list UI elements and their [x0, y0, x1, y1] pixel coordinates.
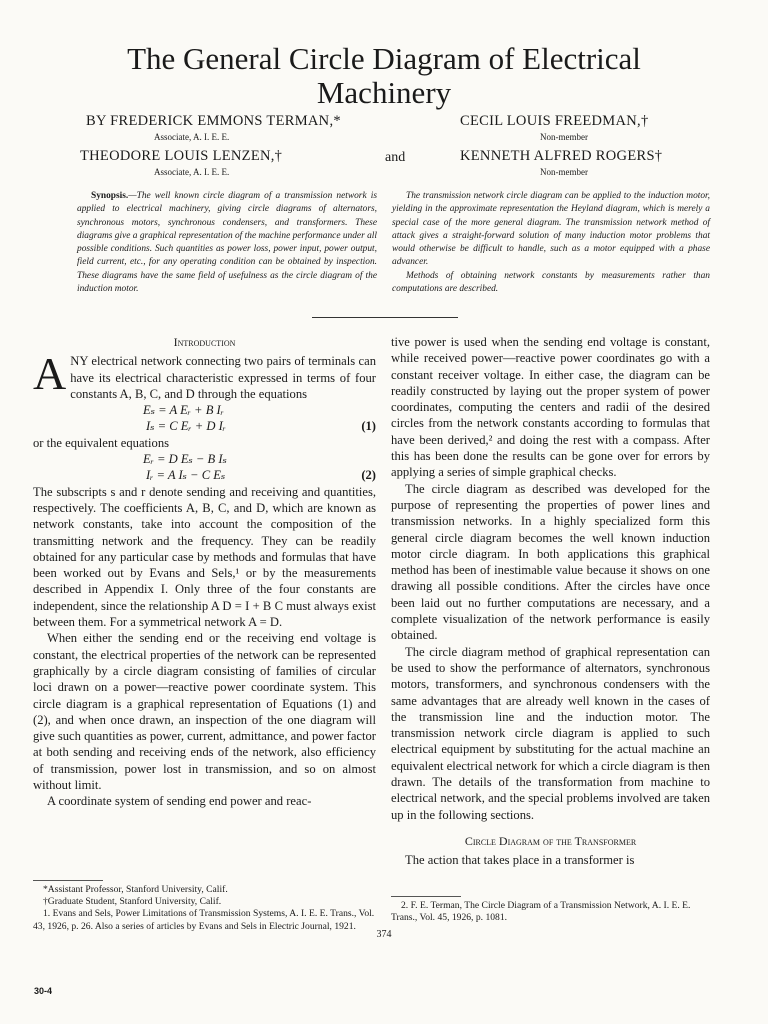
author-freedman-affiliation: Non-member: [540, 132, 588, 142]
author-lenzen: THEODORE LOUIS LENZEN,†: [80, 148, 283, 164]
page-code: 30-4: [34, 986, 53, 996]
footnotes-right: [391, 900, 710, 924]
introduction-heading: Introduction: [173, 335, 236, 349]
author-terman: BY FREDERICK EMMONS TERMAN,*: [86, 113, 341, 129]
right-paragraph-1: tive power is used when the sending end voltage is constant, while received power—reactive power coordinates go with a constant receiver voltage. In either case, the diagram can be readily constructed by laying out the proper system of power coordinates, computing the centers and radii of the desired circles from the network constants according to formulas that have been derived,² and doing the rest with a compass. After this has been done the results can be gone over for errors by applying a series of simple graphical checks.: [391, 335, 710, 480]
equation-1b: Iₛ = C Eᵣ + D Iᵣ (1): [146, 419, 376, 434]
left-column: [33, 334, 376, 810]
synopsis-left: [77, 190, 377, 296]
intro-paragraph-3: When either the sending end or the receiving end voltage is constant, the electrical properties of the network can be represented graphically by a circle diagram consisting of families of circular loci drawn on a power—reactive power coordinate system. This circle diagram is a graphical representation of Equations (1) and (2), and when once drawn, an inspection of the one diagram will give such quantities as power, current, admittance, and power factor at both sending and receiving ends of the network, also efficiency of transmission, power lost in transmission, and so on almost without limit.: [33, 631, 376, 793]
synopsis-text: —The well known circle diagram of a transmission network is applied to electrical machinery, giving circle diagrams of alternators, synchronous motors, synchronous condensers, and transformers. These diagrams give a graphical representation of the machine performance under all possible conditions. Such quantities as power loss, power input, power output, field current, etc., for any operating condition can be obtained by inspection. These diagrams have the same field of usefulness as the circle diagram of the induction motor.: [77, 191, 377, 295]
author-terman-affiliation: Associate, A. I. E. E.: [154, 132, 230, 142]
footnote-students: †Graduate Student, Stanford University, Calif.: [43, 896, 222, 908]
page-number: 374: [376, 929, 392, 940]
footnote-2: 2. F. E. Terman, The Circle Diagram of a Transmission Network, A. I. E. E. Trans., Vol. 45, 1926, p. 1081.: [391, 900, 691, 924]
paper-title: The General Circle Diagram of Electrical Machinery: [127, 41, 641, 110]
right-column: [391, 334, 710, 869]
equation-1a: Eₛ = A Eᵣ + B Iᵣ: [143, 403, 224, 418]
transformer-paragraph: The action that takes place in a transformer is: [405, 853, 635, 868]
right-paragraph-2: The circle diagram as described was developed for the purpose of representing the properties of power lines and transmission networks. In a highly specialized form this general circle diagram becomes the well known induction motor circle diagram. In both applications this graphical method has been of inestimable value because it shows on one drawing all possible conditions. After the circles have once been laid out no further computations are necessary, and a complete visualization of the network performance is easily obtained.: [391, 481, 710, 643]
equation-1-number: (1): [361, 419, 376, 434]
right-paragraph-3: The circle diagram method of graphical representation can be used to show the performance of alternators, synchronous motors, transformers, and synchronous condensers with the same advantages that are already well known in the cases of the transmission line and the induction motor. The transmission network circle diagram is applied to such electrical equipment by substituting for the actual machine an equivalent electrical network for which a circle diagram is then drawn. The details of the transformation from machine to electrical network, and the special problems involved are taken up in the following sections.: [391, 644, 710, 822]
author-freedman: CECIL LOUIS FREEDMAN,†: [460, 113, 649, 129]
footnote-terman: *Assistant Professor, Stanford University, Calif.: [43, 884, 228, 895]
transformer-heading: Circle Diagram of the Transformer: [464, 833, 637, 848]
footnote-1: 1. Evans and Sels, Power Limitations of Transmission Systems, A. I. E. E. Trans., Vol. 43, 1926, p. 26. Also a series of articles by Evans and Sels in Electric Journal, 1921.: [33, 908, 375, 932]
intro-paragraph-2: The subscripts s and r denote sending and receiving and quantities, respectively. The coefficients A, B, C, and D, which are known as network constants, take into account the composition of the transmitting network and the frequency. They can be readily obtained for any particular case by methods and formulas that have been worked out by Evans and Sels,¹ or by the measurements described in Appendix I. Only three of the four constants are independent, since the relationship A D = I + B C must always exist between them. For a symmetrical network A = D.: [33, 484, 376, 630]
equation-2a: Eᵣ = D Eₛ − B Iₛ: [143, 452, 227, 467]
footnote-rule-right: [391, 896, 461, 897]
synopsis-label: Synopsis.: [91, 191, 129, 201]
equation-2b: Iᵣ = A Iₛ − C Eₛ (2): [146, 468, 376, 483]
synopsis-right-para-2: Methods of obtaining network constants by measurements rather than computations are described.: [392, 270, 710, 295]
synopsis-right: [392, 190, 710, 296]
authors-and: and: [385, 150, 406, 165]
footnotes-left: [33, 884, 376, 933]
intro-paragraph-1: NY electrical network connecting two pairs of terminals can have its electrical characteristic expressed in terms of four constants A, B, C, and D through the equations: [70, 354, 376, 401]
author-rogers: KENNETH ALFRED ROGERS†: [460, 148, 663, 164]
intro-paragraph-4: A coordinate system of sending end power and reac-: [47, 794, 312, 809]
author-lenzen-affiliation: Associate, A. I. E. E.: [154, 167, 230, 177]
author-rogers-affiliation: Non-member: [540, 167, 588, 177]
equivalent-equations-text: or the equivalent equations: [33, 435, 170, 450]
footnote-rule-left: [33, 880, 103, 881]
synopsis-right-para-1: The transmission network circle diagram can be applied to the induction motor, yielding in the approximate representation the Heyland diagram, which is merely a special case of the more general diagram. The transmission network method of attack gives a straight-forward solution of many induction motor problems that would otherwise be difficult to handle, such as a motor equipped with a phase advancer.: [392, 191, 710, 268]
equation-2-number: (2): [361, 468, 376, 483]
section-divider: [312, 317, 458, 318]
drop-cap: A: [33, 348, 67, 400]
